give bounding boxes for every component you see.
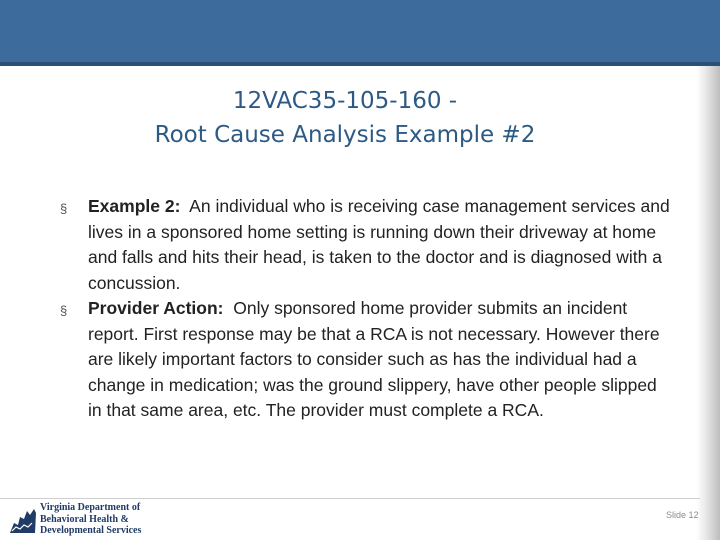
header-bar-underline — [0, 62, 720, 66]
logo-text-line: Developmental Services — [40, 525, 142, 536]
footer-divider — [0, 498, 700, 499]
right-edge-shadow — [696, 66, 720, 540]
bullet-text: Only sponsored home provider submits an incident report. First response may be that a RCA is not necessary. However there are likely important factors to consider such as has the individual had a change in medication; was the ground slippery, have other people slipped in that same area, etc. The provider must complete a RCA. — [88, 298, 660, 420]
bullet-list — [60, 194, 670, 424]
logo-text-line: Virginia Department of — [40, 502, 141, 513]
dbhds-logo — [8, 502, 178, 538]
slide-title-line-2: Root Cause Analysis Example #2 — [154, 122, 536, 148]
logo-text — [40, 502, 141, 537]
slide-title-line-1: 12VAC35-105-160 - — [232, 88, 458, 114]
slide-title — [40, 84, 650, 152]
bullet-text: An individual who is receiving case management services and lives in a sponsored home setting is running down their driveway at home and falls and hits their head, is taken to the doctor and is diagnosed with a concussion. — [88, 196, 670, 293]
bullet-label: Example 2: — [88, 196, 181, 216]
bullet-marker-icon: § — [60, 303, 68, 318]
slide-number: Slide 12 — [666, 510, 699, 520]
bullet-item — [60, 194, 670, 296]
bullet-label: Provider Action: — [88, 298, 224, 318]
virginia-map-icon — [8, 503, 38, 537]
bullet-marker-icon: § — [60, 201, 68, 216]
header-bar — [0, 0, 720, 62]
logo-text-line: Behavioral Health & — [40, 513, 129, 525]
bullet-item — [60, 296, 670, 424]
